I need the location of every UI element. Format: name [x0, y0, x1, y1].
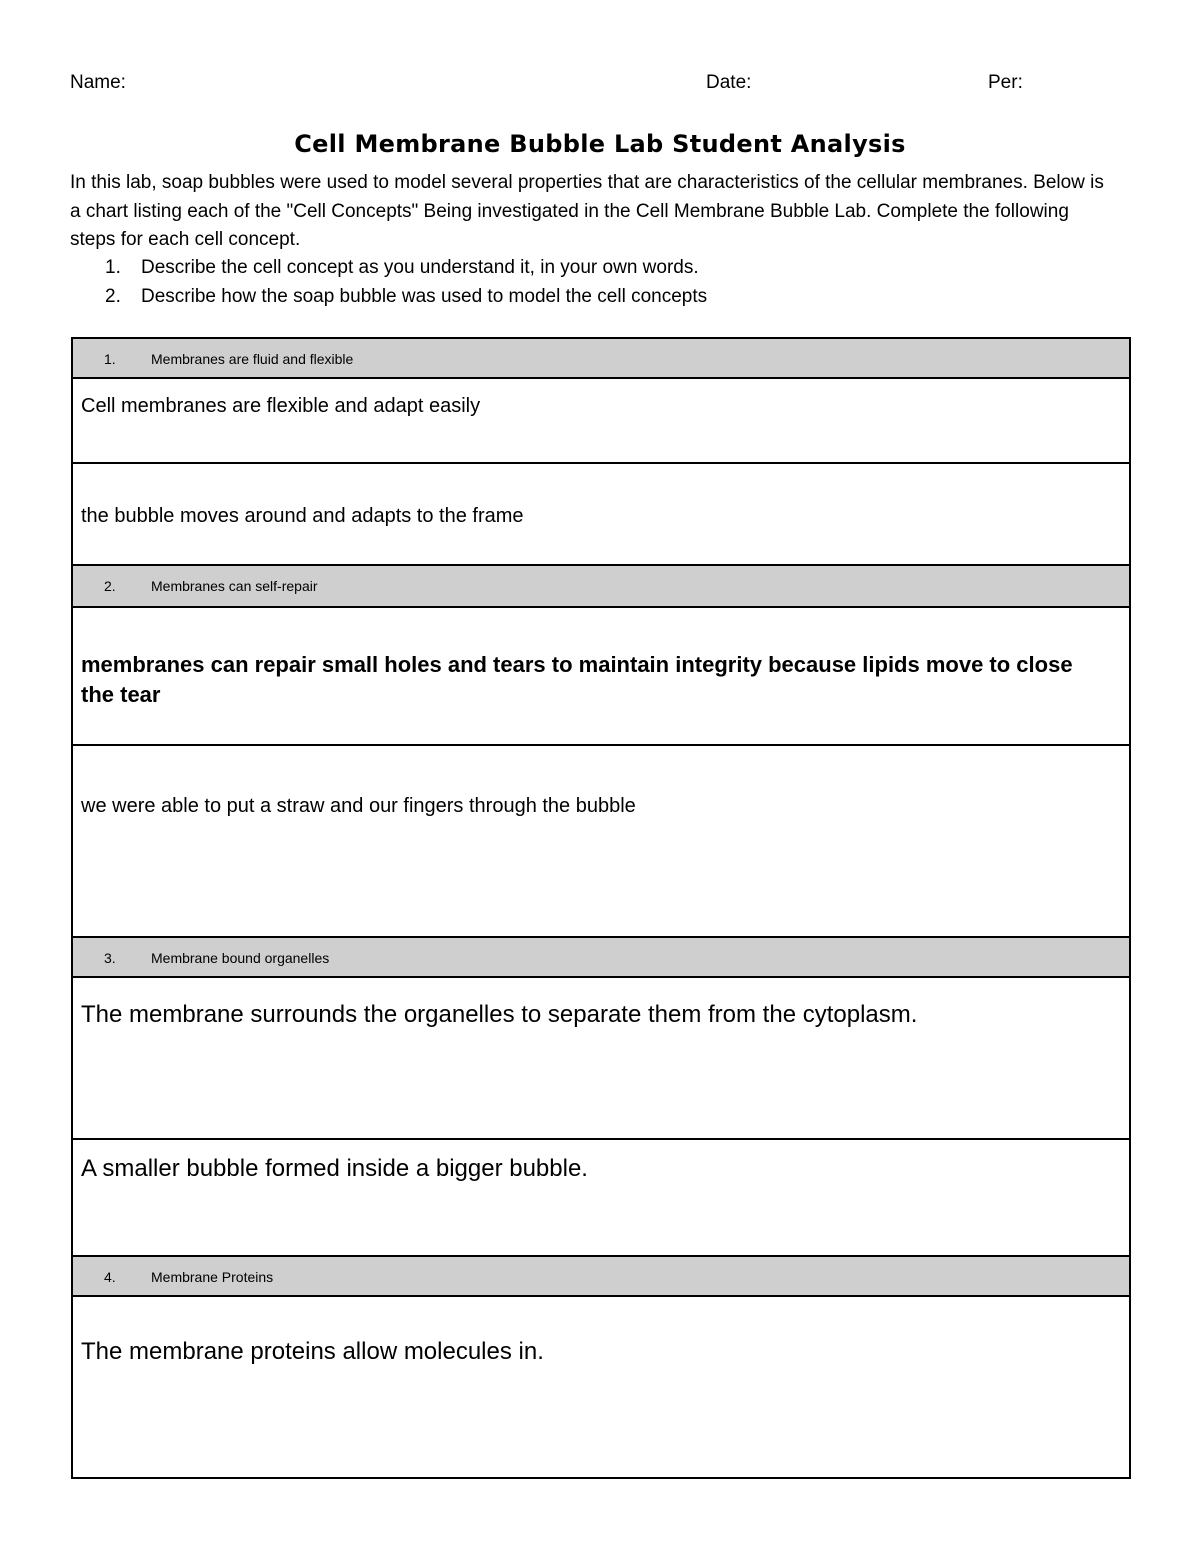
concept-number: 3. — [104, 950, 116, 966]
description-cell[interactable] — [73, 608, 1129, 746]
concept-number: 2. — [104, 578, 116, 594]
description-cell[interactable] — [73, 978, 1129, 1140]
concept-number: 4. — [104, 1269, 116, 1285]
concept-label: Membrane bound organelles — [151, 950, 330, 966]
model-cell[interactable] — [73, 1140, 1129, 1257]
description-cell[interactable] — [73, 1297, 1129, 1477]
date-label: Date: — [706, 72, 752, 93]
model-answer: we were able to put a straw and our fingers through the bubble — [81, 795, 636, 817]
instruction-steps — [105, 253, 707, 311]
description-answer: The membrane surrounds the organelles to separate them from the cytoplasm. — [81, 1001, 918, 1028]
concept-header — [73, 566, 1129, 608]
concept-label: Membrane Proteins — [151, 1269, 274, 1285]
concept-header — [73, 339, 1129, 379]
description-answer: membranes can repair small holes and tears to maintain integrity because lipids move to close the tear — [81, 652, 1073, 707]
intro-paragraph: In this lab, soap bubbles were used to model several properties that are characteristics of the cellular membranes. Below is a chart listing each of the "Cell Concepts" Being investigated in the Cell Membrane Bubble Lab. Complete the following steps for each cell concept. — [70, 172, 1104, 250]
step-number: 1. — [105, 257, 121, 278]
concept-number: 1. — [104, 351, 116, 367]
step-item — [105, 253, 707, 282]
concept-label: Membranes can self-repair — [151, 578, 318, 594]
model-cell[interactable] — [73, 464, 1129, 566]
concept-label: Membranes are fluid and flexible — [151, 351, 354, 367]
page-title: Cell Membrane Bubble Lab Student Analysis — [294, 130, 906, 158]
step-item — [105, 282, 707, 311]
name-label: Name: — [70, 72, 126, 93]
concept-header — [73, 1257, 1129, 1297]
step-text: Describe the cell concept as you understand it, in your own words. — [141, 257, 699, 278]
description-cell[interactable] — [73, 379, 1129, 464]
description-answer: The membrane proteins allow molecules in. — [81, 1338, 544, 1365]
model-cell[interactable] — [73, 746, 1129, 938]
period-label: Per: — [988, 72, 1023, 93]
concept-header — [73, 938, 1129, 978]
step-number: 2. — [105, 286, 121, 307]
step-text: Describe how the soap bubble was used to model the cell concepts — [141, 286, 708, 307]
description-answer: Cell membranes are flexible and adapt easily — [81, 395, 481, 417]
concept-table — [71, 337, 1131, 1479]
model-answer: the bubble moves around and adapts to the frame — [81, 505, 524, 527]
model-answer: A smaller bubble formed inside a bigger bubble. — [81, 1155, 588, 1182]
